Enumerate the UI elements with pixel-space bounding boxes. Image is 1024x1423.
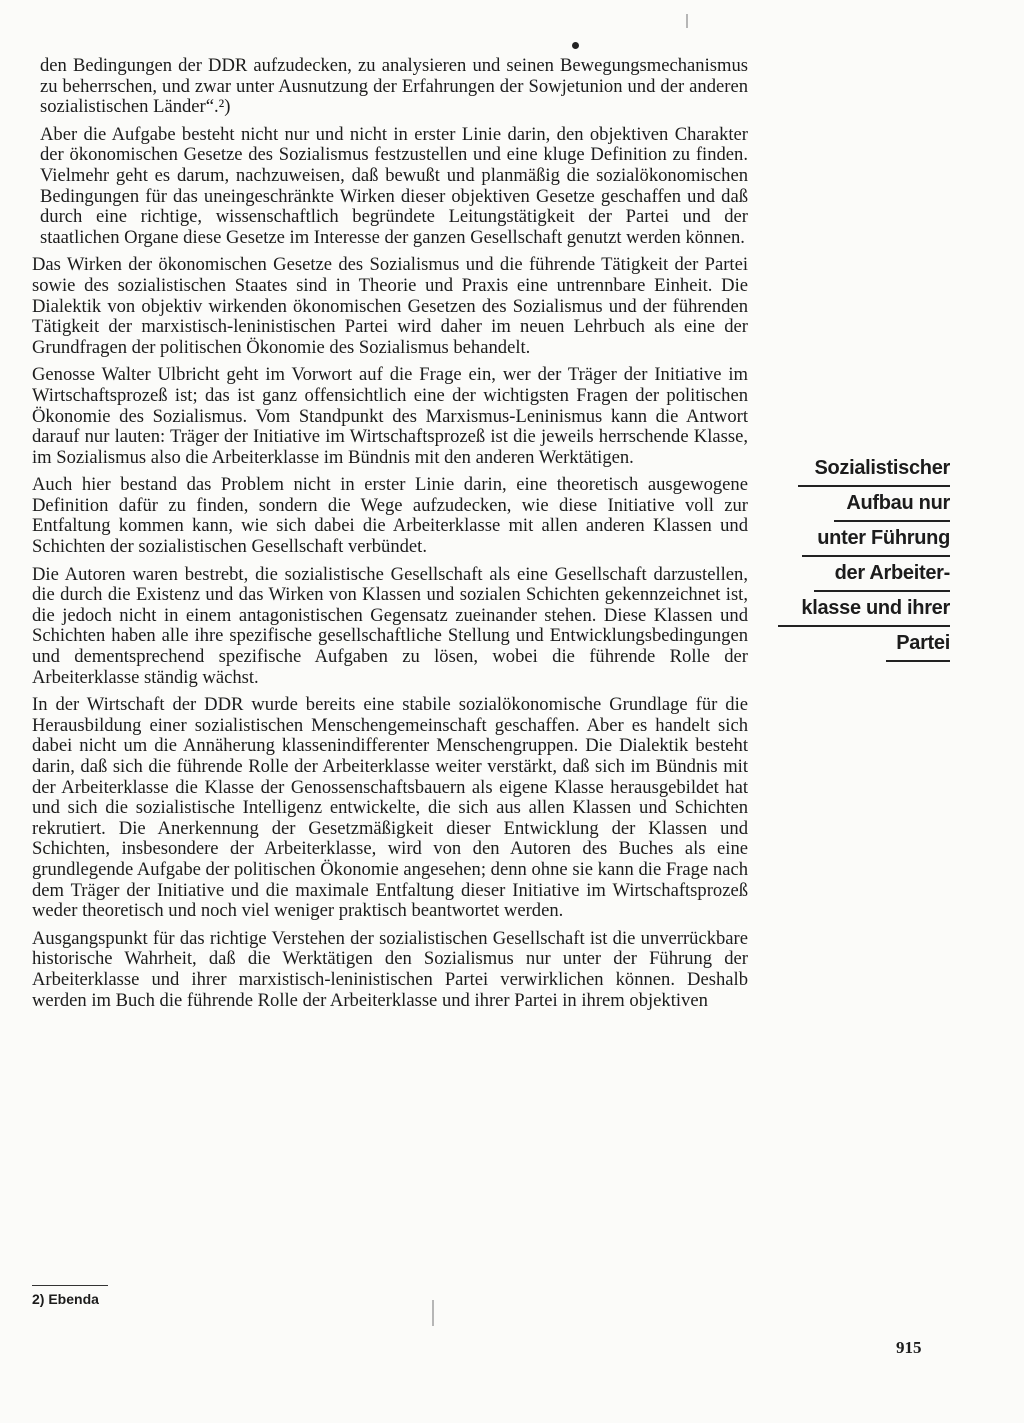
paragraph-6: Die Autoren waren bestrebt, die sozialistische Gesellschaft als eine Gesellschaft darzustellen, die durch die Existenz und das Wirken von Klassen und sozialen Schichten gekennzeichnet ist, die jedoch nicht in einem antagonistischen Gegensatz zueinander stehen. Diese Klassen und Schichten haben alle ihre spezifische gesellschaftliche Stellung und Entwicklungsbedingungen und dementsprechend spezifische Aufgaben zu lösen, wobei die führende Rolle der Arbeiterklasse ständig wächst. — [32, 563, 748, 688]
paragraph-5: Auch hier bestand das Problem nicht in erster Linie darin, eine theoretisch ausgewogene Definition dafür zu finden, sondern die Wege aufzudecken, wie diese Initiative voll zur Entfaltung kommen kann, wie sich dabei die Arbeiterklasse mit allen anderen Klassen und Schichten der sozialistischen Gesellschaft verbündet. — [32, 474, 748, 558]
margin-heading-line: klasse und ihrer — [778, 592, 950, 627]
margin-heading-line: Sozialistischer — [798, 452, 950, 487]
scan-speck — [686, 14, 688, 28]
ink-dot — [572, 42, 579, 49]
paragraph-3: Das Wirken der ökonomischen Gesetze des Sozialismus und die führende Tätigkeit der Partei sowie des sozialistischen Staates sind in Theorie und Praxis eine untrennbare Einheit. Die Dialektik von objektiv wirkenden ökonomischen Gesetzen des Sozialismus und der führenden Tätigkeit der marxistisch-leninistischen Partei wird daher im neuen Lehrbuch als eine der Grundfragen der politischen Ökonomie des Sozialismus behandelt. — [32, 254, 748, 358]
paragraph-1: den Bedingungen der DDR aufzudecken, zu analysieren und seinen Bewegungsmechanismus zu beherrschen, und zwar unter Ausnutzung der Erfahrungen der Sowjetunion und der anderen sozialistischen Länder“.²) — [40, 55, 748, 118]
margin-heading — [774, 452, 950, 662]
paragraph-2: Aber die Aufgabe besteht nicht nur und nicht in erster Linie darin, den objektiven Charakter der ökonomischen Gesetze des Sozialismus festzustellen und eine kluge Definition zu finden. Vielmehr geht es darum, nachzuweisen, daß bewußt und planmäßig die sozialökonomischen Bedingungen für das uneingeschränkte Wirken dieser objektiven Gesetze geschaffen und daß durch eine richtige, wissenschaftlich begründete Leitungstätigkeit der Partei und der staatlichen Organe diese Gesetze im Interesse der ganzen Gesellschaft genutzt werden können. — [40, 123, 748, 248]
footnote: 2) Ebenda — [32, 1291, 99, 1307]
margin-heading-line: unter Führung — [802, 522, 950, 557]
scan-speck — [432, 1300, 434, 1326]
paragraph-7: In der Wirtschaft der DDR wurde bereits eine stabile sozialökonomische Grundlage für die Herausbildung einer sozialistischen Menschengemeinschaft geschaffen. Aber es handelt sich dabei nicht um die Annäherung klassenindifferenter Menschengruppen. Die Dialektik besteht darin, daß sich die führende Rolle der Arbeiterklasse weiter verstärkt, daß sich im Bündnis mit der Arbeiterklasse die Klasse der Genossenschaftsbauern als eigene Klasse herausgebildet hat und sich die sozialistische Intelligenz entwickelte, die sich aus allen Klassen und Schichten rekrutiert. Die Anerkennung der Gesetzmäßigkeit dieser Entwicklung der Klassen und Schichten, insbesondere der Arbeiterklasse, wird von den Autoren des Buches als eine grundlegende Aufgabe der politischen Ökonomie angesehen; denn ohne sie kann die Frage nach dem Träger der Initiative und die maximale Entfaltung dieser Initiative im Wirtschaftsprozeß weder theoretisch und noch viel weniger praktisch beantwortet werden. — [32, 694, 748, 922]
footnote-divider — [32, 1285, 108, 1286]
main-text-column — [32, 56, 748, 1018]
paragraph-4: Genosse Walter Ulbricht geht im Vorwort auf die Frage ein, wer der Träger der Initiative im Wirtschaftsprozeß ist; das ist ganz offensichtlich eine der wichtigsten Fragen der politischen Ökonomie des Sozialismus. Vom Standpunkt des Marxismus-Leninismus kann die Antwort darauf nur lauten: Träger der Initiative im Wirtschaftsprozeß ist die jeweils herrschende Klasse, im Sozialismus also die Arbeiterklasse im Bündnis mit den anderen Werktätigen. — [32, 364, 748, 468]
page-number: 915 — [896, 1338, 922, 1357]
paragraph-8: Ausgangspunkt für das richtige Verstehen der sozialistischen Gesellschaft ist die unverrückbare historische Wahrheit, daß die Werktätigen den Sozialismus nur unter der Führung der Arbeiterklasse und ihrer marxistisch-leninistischen Partei verwirklichen können. Deshalb werden im Buch die führende Rolle der Arbeiterklasse und ihrer Partei in ihrem objektiven — [32, 927, 748, 1011]
margin-heading-line: der Arbeiter- — [814, 557, 950, 592]
margin-heading-line: Partei — [886, 627, 950, 662]
margin-heading-line: Aufbau nur — [834, 487, 950, 522]
